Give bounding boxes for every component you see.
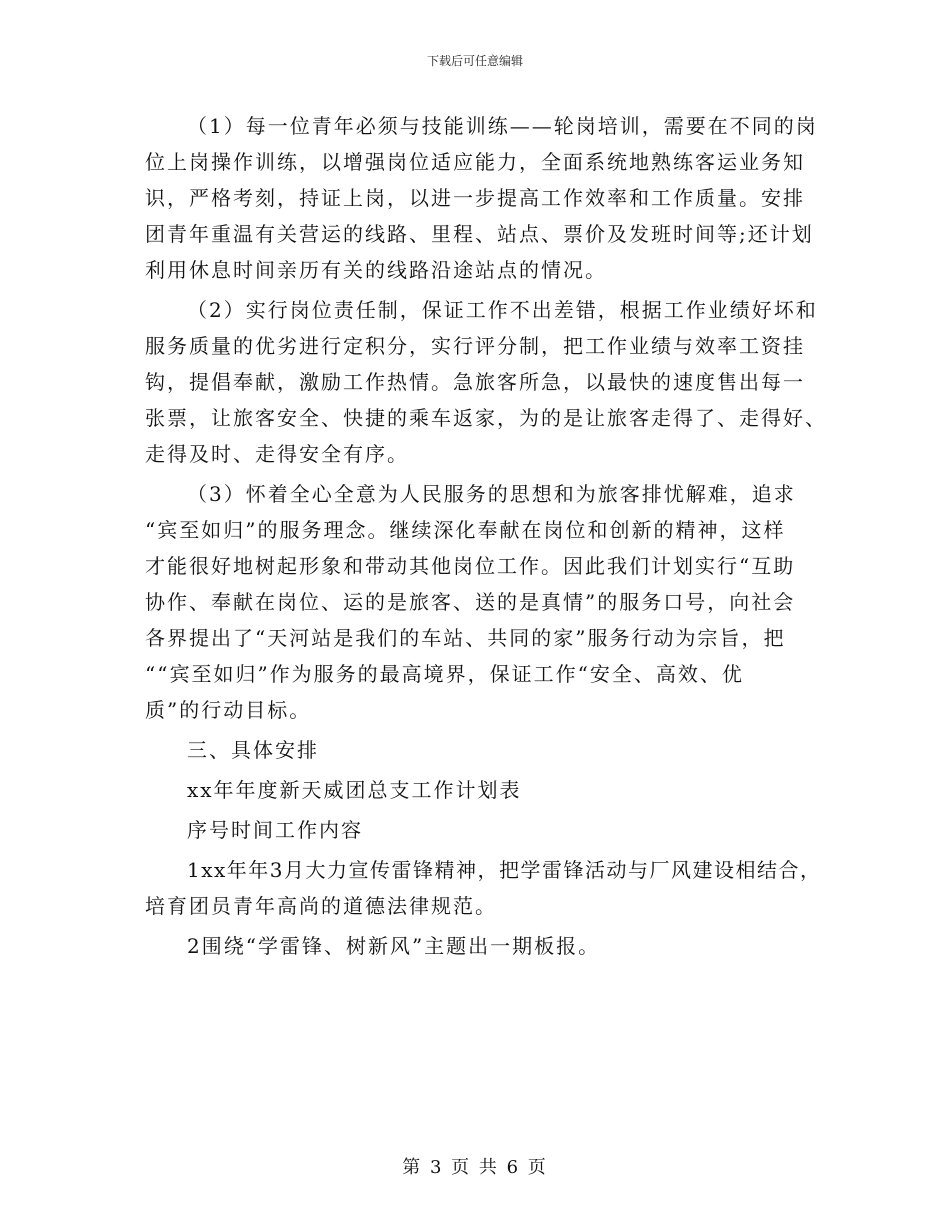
paragraph-3-line-4: 协作、奉献在岗位、运的是旅客、送的是真情”的服务口号，向社会: [145, 590, 796, 614]
paragraph-2-line-1: （2）实行岗位责任制，保证工作不出差错，根据工作业绩好坏和: [187, 298, 818, 322]
paragraph-2-line-4: 张票，让旅客安全、快捷的乘车返家，为的是让旅客走得了、走得好、: [145, 406, 827, 430]
plan-item-2: 2围绕“学雷锋、树新风”主题出一期板报。: [187, 934, 601, 958]
paragraph-1-line-4: 团青年重温有关营运的线路、里程、站点、票价及发班时间等;还计划: [145, 222, 814, 246]
plan-table-title: xx年年度新天威团总支工作计划表: [187, 778, 522, 802]
paragraph-1-line-5: 利用休息时间亲历有关的线路沿途站点的情况。: [145, 258, 607, 282]
paragraph-3-line-3: 才能很好地树起形象和带动其他岗位工作。因此我们计划实行“互助: [145, 554, 796, 578]
plan-item-1-line-2: 培育团员青年高尚的道德法律规范。: [145, 894, 497, 918]
paragraph-2-line-2: 服务质量的优劣进行定积分，实行评分制，把工作业绩与效率工资挂: [145, 334, 805, 358]
paragraph-3-line-7: 质”的行动目标。: [145, 698, 312, 722]
paragraph-2-line-3: 钩，提倡奉献，激励工作热情。急旅客所急，以最快的速度售出每一: [145, 370, 805, 394]
paragraph-3-line-6: ““宾至如归”作为服务的最高境界，保证工作“安全、高效、优: [145, 662, 744, 686]
paragraph-2-line-5: 走得及时、走得安全有序。: [145, 442, 409, 466]
section-heading: 三、具体安排: [187, 738, 319, 762]
page-footer: 第 3 页 共 6 页: [402, 1157, 548, 1178]
paragraph-1-line-1: （1）每一位青年必须与技能训练——轮岗培训，需要在不同的岗: [187, 114, 818, 138]
paragraph-1-line-3: 识，严格考刻，持证上岗，以进一步提高工作效率和工作质量。安排: [145, 186, 805, 210]
paragraph-3-line-2: “宾至如归”的服务理念。继续深化奉献在岗位和创新的精神，这样: [145, 518, 786, 542]
paragraph-3-line-5: 各界提出了“天河站是我们的车站、共同的家”服务行动为宗旨，把: [145, 626, 786, 650]
paragraph-1-line-2: 位上岗操作训练，以增强岗位适应能力，全面系统地熟练客运业务知: [145, 150, 805, 174]
paragraph-3-line-1: （3）怀着全心全意为人民服务的思想和为旅客排忧解难，追求: [187, 482, 796, 506]
page-header: 下载后可任意编辑: [426, 54, 523, 68]
plan-table-header: 序号时间工作内容: [187, 818, 363, 842]
plan-item-1-line-1: 1xx年年3月大力宣传雷锋精神，把学雷锋活动与厂风建设相结合，: [187, 858, 822, 882]
